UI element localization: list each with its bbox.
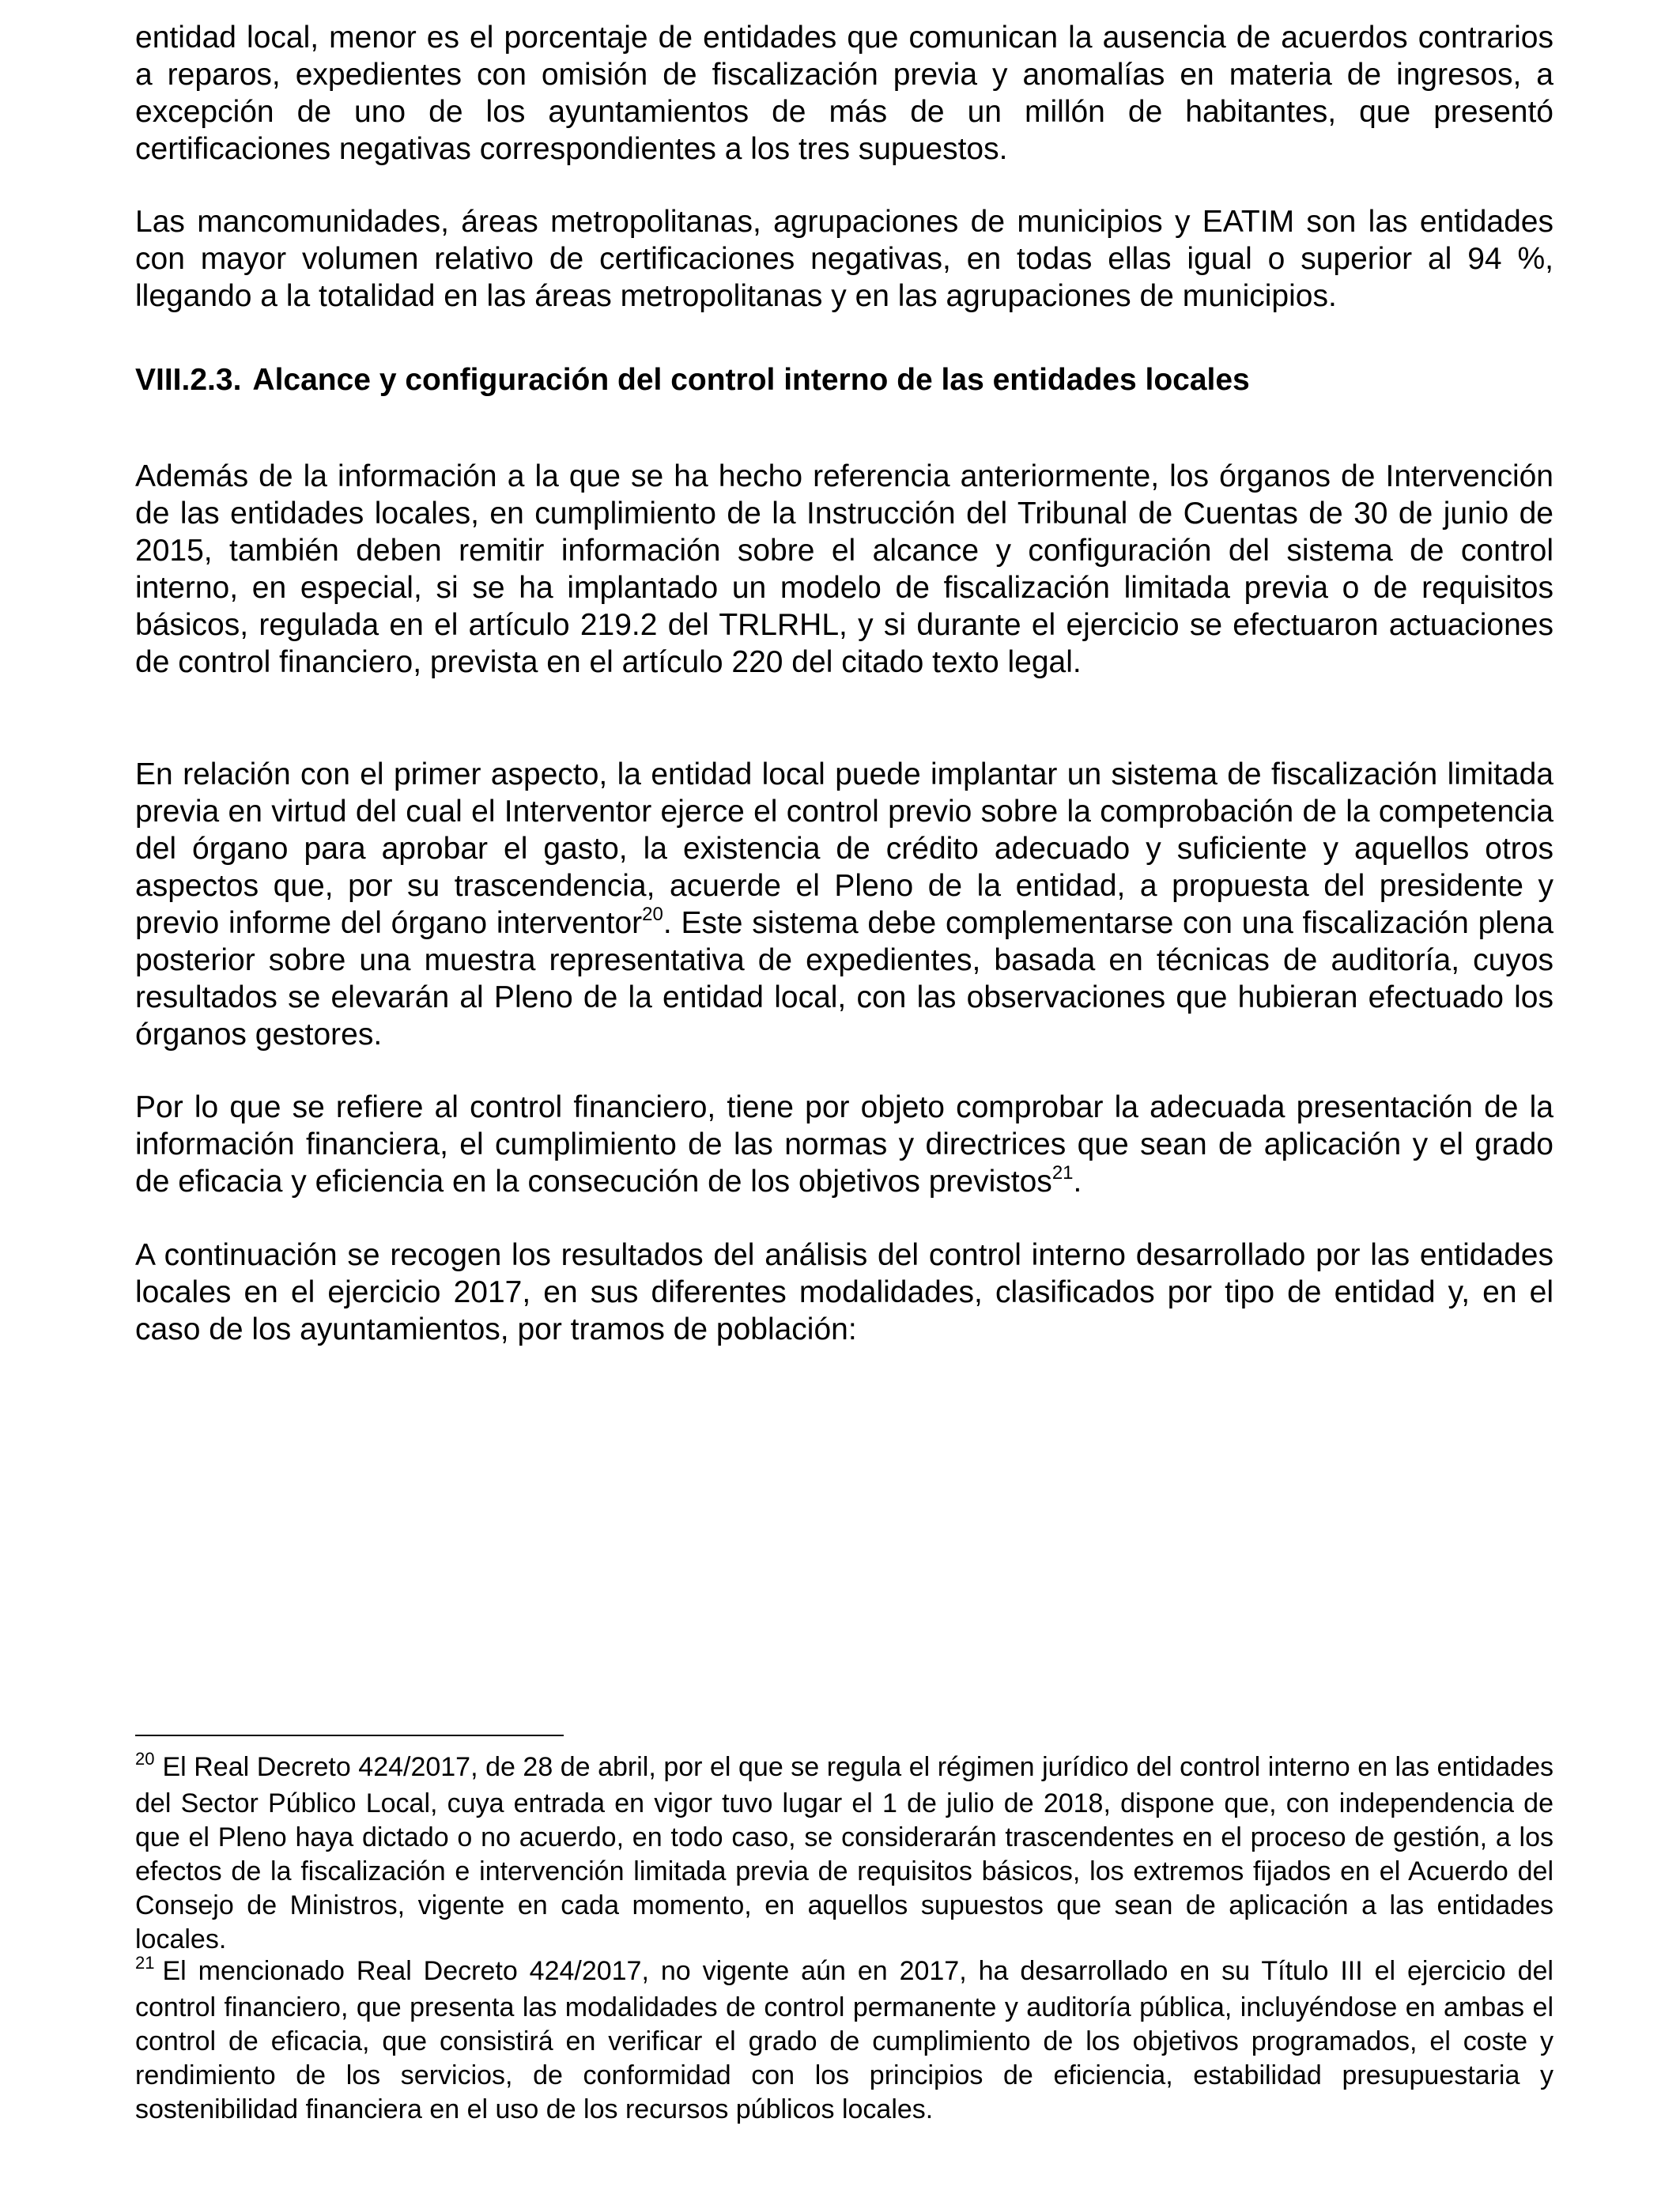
paragraph-mancomunidades: Las mancomunidades, áreas metropolitanas, agrupaciones de municipios y EATIM son las entidades con mayor volumen relativo de certificaciones negativas, en todas ellas igual o superior al 94 %, llegando a la totalidad en las áreas metropolitanas y en las agrupaciones de municipios. xyxy=(135,205,1554,313)
paragraph-text: . Este sistema debe complementarse con una fiscalización plena posterior sobre una muestra representativa de expedientes, basada en técnicas de auditoría, cuyos resultados se elevarán al Pleno de la entidad local, con las observaciones que hubieran efectuado los órganos gestores. xyxy=(135,906,1554,1052)
footnote-mark: 21 xyxy=(135,1953,155,1973)
paragraph-informacion-control-interno: Además de la información a la que se ha hecho referencia anteriormente, los órganos de Intervención de las entidades locales, en cumplimiento de la Instrucción del Tribunal de Cuentas de 30 de junio de 2015, también deben remitir información sobre el alcance y configuración del sistema de control interno, en especial, si se ha implantado un modelo de fiscalización limitada previa o de requisitos básicos, regulada en el artículo 219.2 del TRLRHL, y si durante el ejercicio se efectuaron actuaciones de control financiero, prevista en el artículo 220 del citado texto legal. xyxy=(135,459,1554,679)
section-title: Alcance y configuración del control interno de las entidades locales xyxy=(252,363,1250,397)
paragraph-control-financiero xyxy=(135,1089,1554,1200)
footnote-20 xyxy=(135,1750,1554,1957)
paragraph-resultados-analisis: A continuación se recogen los resultados del análisis del control interno desarrollado por las entidades locales en el ejercicio 2017, en sus diferentes modalidades, clasificados por tipo de entidad y, en el caso de los ayuntamientos, por tramos de población: xyxy=(135,1238,1554,1346)
paragraph-text: Por lo que se refiere al control financiero, tiene por objeto comprobar la adecuada presentación de la información financiera, el cumplimiento de las normas y directrices que sean de aplicación y el grado de eficacia y eficiencia en la consecución de los objetivos previstos xyxy=(135,1090,1554,1199)
paragraph-certificaciones-ayuntamientos: entidad local, menor es el porcentaje de entidades que comunican la ausencia de acuerdos contrarios a reparos, expedientes con omisión de fiscalización previa y anomalías en materia de ingresos, a excepción de uno de los ayuntamientos de más de un millón de habitantes, que presentó certificaciones negativas correspondientes a los tres supuestos. xyxy=(135,21,1554,166)
footnote-text: El mencionado Real Decreto 424/2017, no vigente aún en 2017, ha desarrollado en su Título III el ejercicio del control financiero, que presenta las modalidades de control permanente y auditoría pública, incluyéndose en ambas el control de eficacia, que consistirá en verificar el grado de cumplimiento de los objetivos programados, el coste y rendimiento de los servicios, de conformidad con los principios de eficiencia, estabilidad presupuestaria y sostenibilidad financiera en el uso de los recursos públicos locales. xyxy=(135,1956,1554,2124)
footnote-text: El Real Decreto 424/2017, de 28 de abril, por el que se regula el régimen jurídico del control interno en las entidades del Sector Público Local, cuya entrada en vigor tuvo lugar el 1 de julio de 2018, dispone que, con independencia de que el Pleno haya dictado o no acuerdo, en todo caso, se considerarán trascendentes en el proceso de gestión, a los efectos de la fiscalización e intervención limitada previa de requisitos básicos, los extremos fijados en el Acuerdo del Consejo de Ministros, vigente en cada momento, en aquellos supuestos que sean de aplicación a las entidades locales. xyxy=(135,1752,1554,1954)
footnote-reference-21[interactable]: 21 xyxy=(1051,1162,1074,1184)
paragraph-text: En relación con el primer aspecto, la entidad local puede implantar un sistema de fiscalización limitada previa en virtud del cual el Interventor ejerce el control previo sobre la comprobación de la competencia del órgano para aprobar el gasto, la existencia de crédito adecuado y suficiente y aquellos otros aspectos que, por su trascendencia, acuerde el Pleno de la entidad, a propuesta del presidente y previo informe del órgano interventor xyxy=(135,757,1554,940)
footnote-21 xyxy=(135,1954,1554,2127)
footnote-reference-20[interactable]: 20 xyxy=(642,904,663,925)
footnote-mark: 20 xyxy=(135,1749,155,1769)
section-number: VIII.2.3. xyxy=(135,363,242,397)
footnote-separator xyxy=(135,1735,564,1736)
paragraph-text: . xyxy=(1073,1165,1082,1199)
paragraph-fiscalizacion-limitada xyxy=(135,756,1554,1053)
section-heading xyxy=(135,361,1554,398)
